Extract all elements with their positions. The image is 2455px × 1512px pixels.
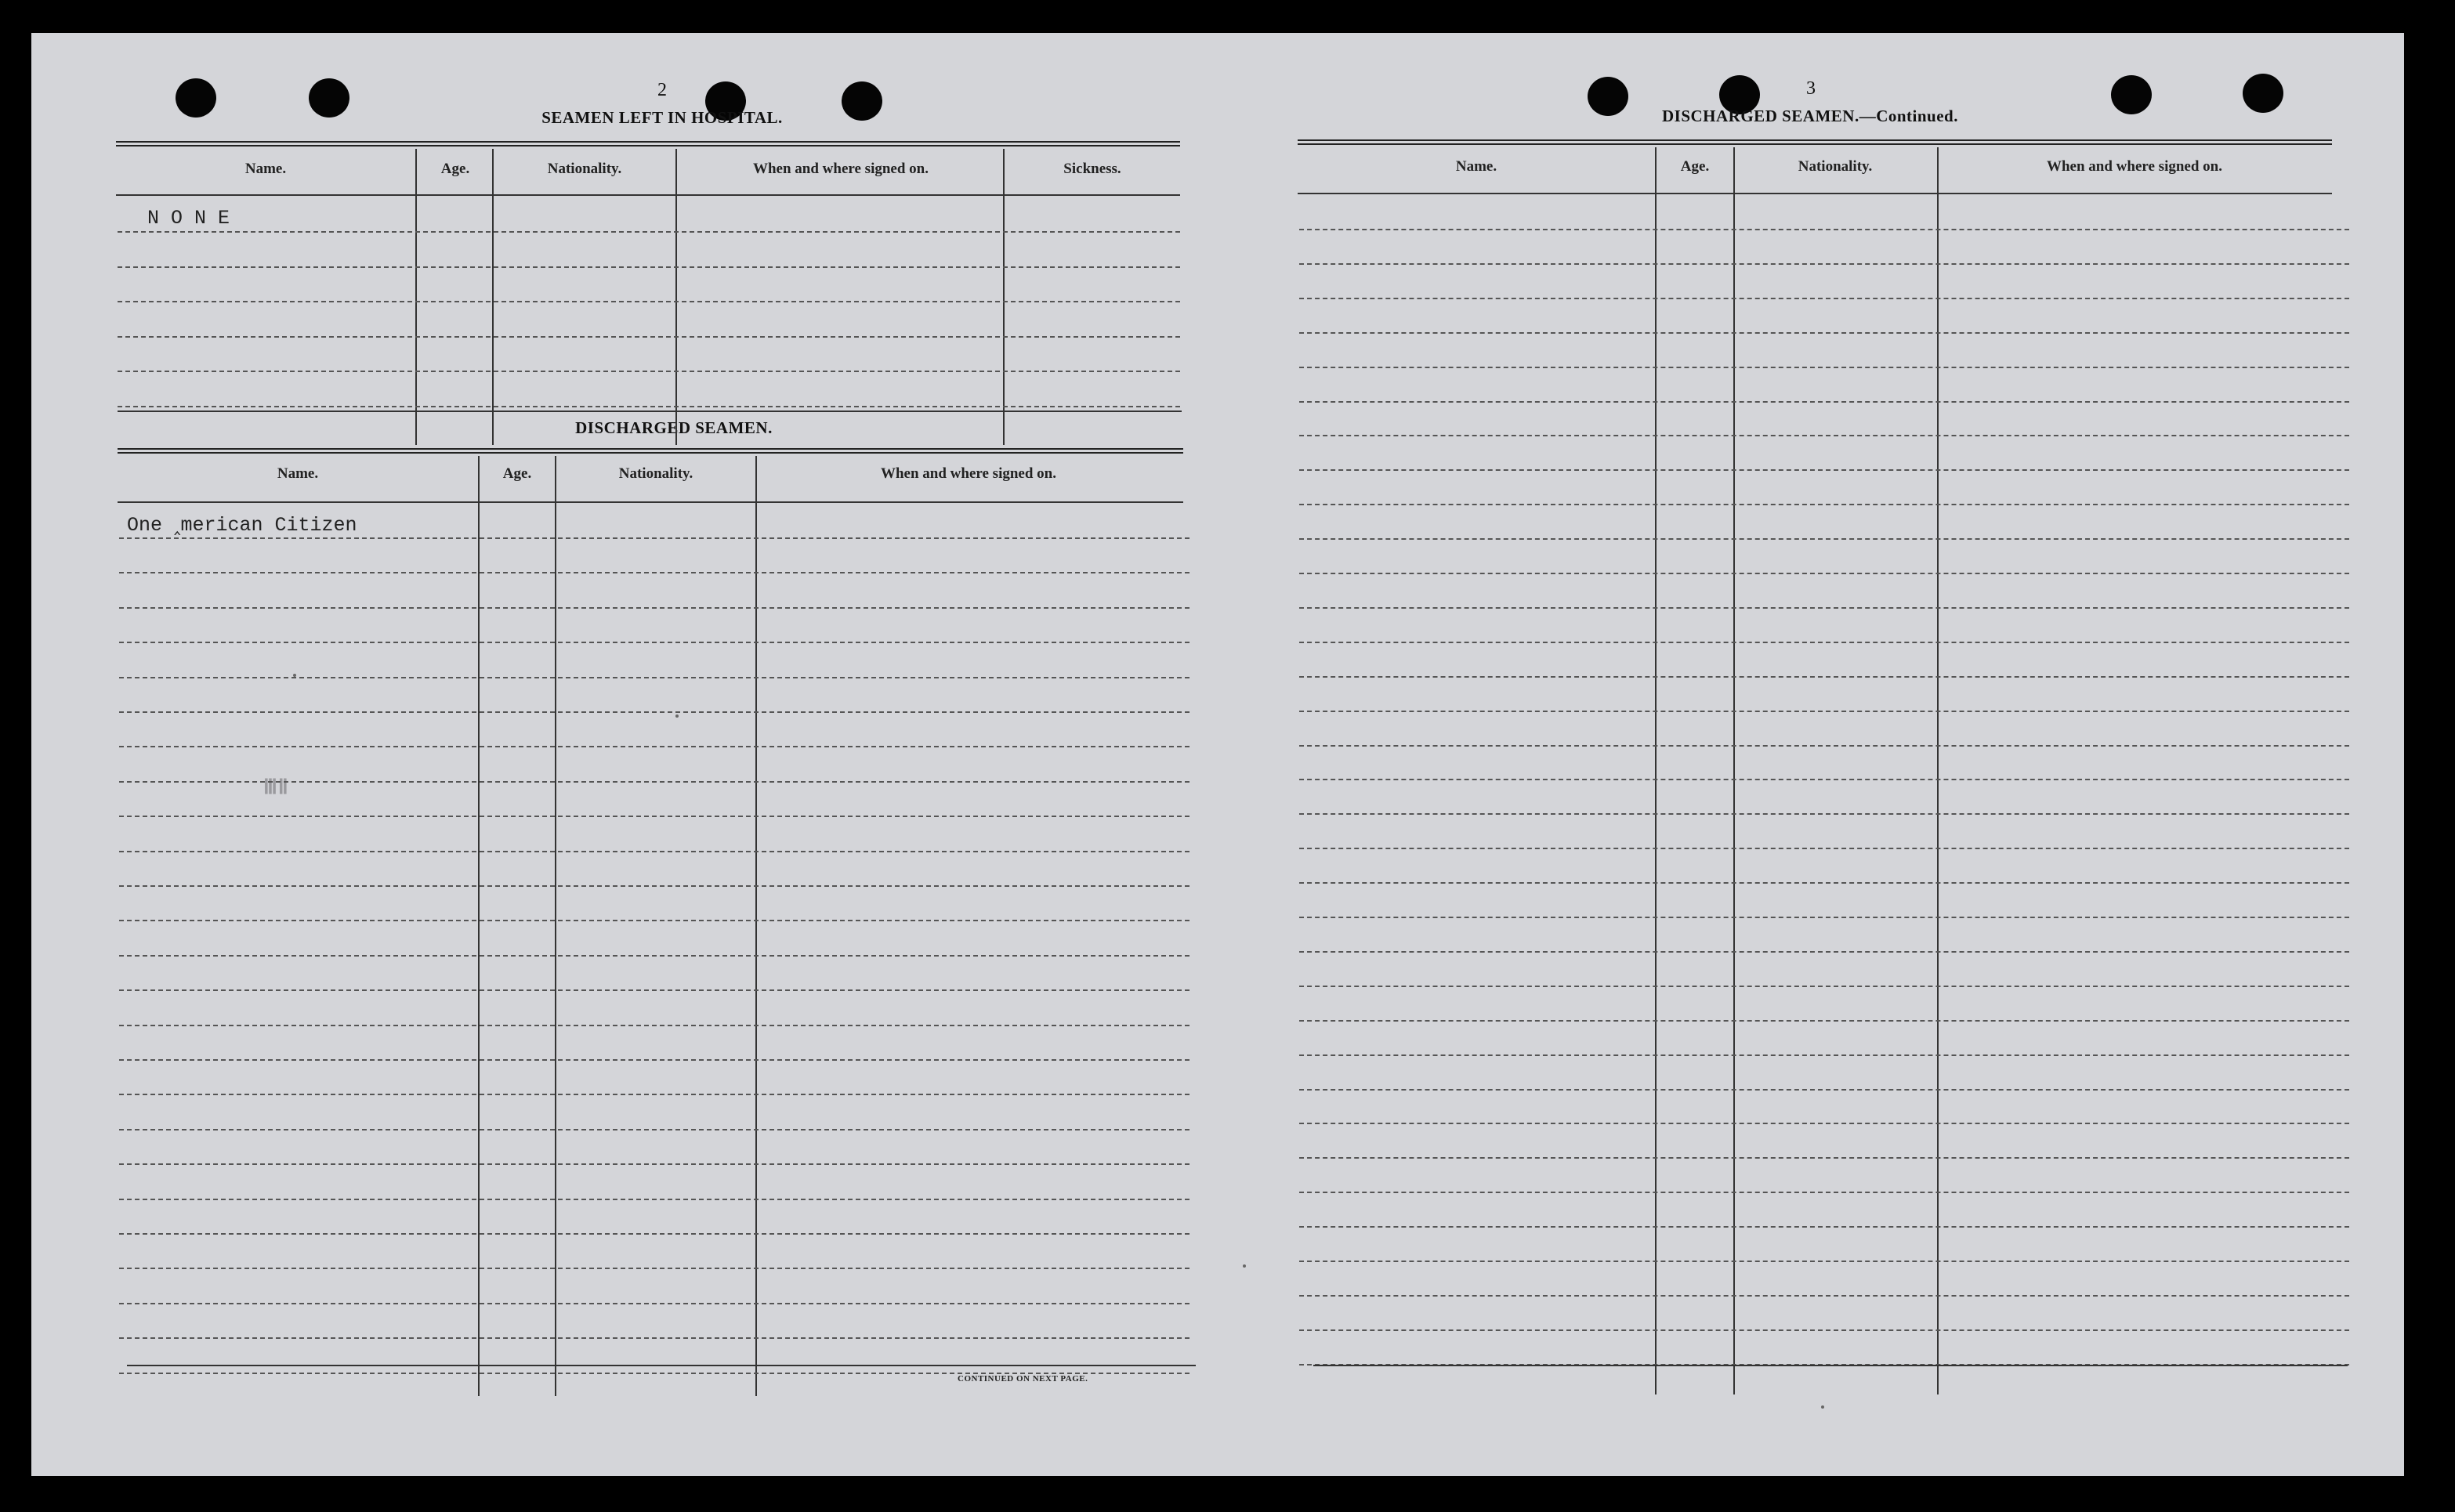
- ruled-row-line: [1299, 469, 2349, 471]
- ruled-row-line: [1299, 986, 2349, 987]
- title-rule: [1298, 139, 2332, 145]
- column-divider: [478, 456, 480, 1396]
- col-header-signed-on: When and where signed on.: [880, 465, 1056, 482]
- ruled-row-line: [119, 1303, 1189, 1304]
- ruled-row-line: [119, 1025, 1189, 1026]
- table-bottom-rule: [127, 1365, 1196, 1366]
- ruled-row-line: [1299, 951, 2349, 953]
- header-underline: [1298, 193, 2332, 194]
- ruled-row-line: [119, 851, 1189, 852]
- col-header-nationality: Nationality.: [618, 465, 693, 482]
- column-divider: [1655, 147, 1657, 1394]
- paper-speck: [1243, 1264, 1246, 1268]
- ruled-row-line: [119, 781, 1189, 783]
- ruled-row-line: [1299, 642, 2349, 643]
- punch-hole: [2243, 74, 2283, 113]
- faded-stamp: ⅢⅡ: [263, 776, 289, 800]
- ruled-row-line: [1299, 504, 2349, 505]
- col-header-sickness: Sickness.: [1063, 161, 1121, 177]
- paper-speck: [1821, 1405, 1824, 1409]
- ruled-row-line: [118, 406, 1180, 407]
- ruled-row-line: [118, 301, 1180, 302]
- punch-hole: [309, 78, 349, 118]
- ruled-row-line: [1299, 229, 2349, 230]
- col-header-age: Age.: [1680, 158, 1710, 175]
- ruled-row-line: [119, 642, 1189, 643]
- ruled-row-line: [1299, 848, 2349, 849]
- ruled-row-line: [119, 537, 1189, 539]
- ruled-row-line: [1299, 917, 2349, 918]
- col-header-name: Name.: [1455, 158, 1497, 175]
- ruled-row-line: [1299, 435, 2349, 436]
- paper-speck: [675, 714, 679, 718]
- ruled-row-line: [1299, 711, 2349, 712]
- section-title-discharged: DISCHARGED SEAMEN.: [575, 418, 773, 437]
- column-divider: [1937, 147, 1939, 1394]
- ruled-row-line: [118, 231, 1180, 233]
- ruled-row-line: [1299, 1295, 2349, 1297]
- ruled-row-line: [118, 336, 1180, 338]
- ruled-row-line: [1299, 1226, 2349, 1228]
- ruled-row-line: [119, 711, 1189, 713]
- column-divider: [1733, 147, 1735, 1394]
- column-divider: [415, 149, 417, 445]
- ruled-row-line: [1299, 779, 2349, 780]
- ruled-row-line: [1299, 332, 2349, 334]
- ruled-row-line: [119, 1129, 1189, 1130]
- ruled-row-line: [1299, 1157, 2349, 1159]
- header-underline: [118, 501, 1183, 503]
- column-divider: [492, 149, 494, 445]
- col-header-nationality: Nationality.: [547, 161, 622, 177]
- ruled-row-line: [1299, 538, 2349, 540]
- title-rule: [116, 141, 1180, 146]
- ruled-row-line: [118, 371, 1180, 372]
- ruled-row-line: [119, 607, 1189, 609]
- ruled-row-line: [119, 1094, 1189, 1095]
- ruled-row-line: [1299, 1054, 2349, 1056]
- ruled-row-line: [1299, 573, 2349, 574]
- ruled-row-line: [1299, 1192, 2349, 1193]
- col-header-age: Age.: [502, 465, 532, 482]
- ruled-row-line: [119, 1373, 1189, 1374]
- col-header-signed-on: When and where signed on.: [2046, 158, 2222, 175]
- column-divider: [555, 456, 556, 1396]
- ruled-row-line: [1299, 1020, 2349, 1022]
- section-rule: [118, 448, 1183, 454]
- ruled-row-line: [119, 572, 1189, 573]
- ruled-row-line: [1299, 1123, 2349, 1124]
- page-number-left: 2: [657, 80, 667, 100]
- page-number-right: 3: [1806, 78, 1816, 99]
- ruled-row-line: [1299, 676, 2349, 678]
- ruled-row-line: [1299, 1329, 2349, 1331]
- ruled-row-line: [1299, 263, 2349, 265]
- typed-entry-discharged: One ‸merican Citizen: [127, 514, 357, 537]
- ruled-row-line: [1299, 298, 2349, 299]
- ruled-row-line: [119, 1337, 1189, 1339]
- ruled-row-line: [1299, 401, 2349, 403]
- col-header-name: Name.: [277, 465, 319, 482]
- page-title-left: SEAMEN LEFT IN HOSPITAL.: [541, 108, 783, 127]
- col-header-signed-on: When and where signed on.: [752, 161, 929, 177]
- ruled-row-line: [119, 746, 1189, 747]
- table-bottom-rule: [1313, 1365, 2348, 1366]
- ruled-row-line: [119, 1199, 1189, 1200]
- header-underline: [116, 194, 1180, 196]
- ruled-row-line: [119, 885, 1189, 887]
- ruled-row-line: [1299, 1089, 2349, 1091]
- column-divider: [755, 456, 757, 1396]
- ruled-row-line: [1299, 1261, 2349, 1262]
- ruled-row-line: [1299, 745, 2349, 747]
- ruled-row-line: [119, 677, 1189, 678]
- column-divider: [1003, 149, 1005, 445]
- table-bottom-rule: [118, 411, 1182, 412]
- ruled-row-line: [118, 266, 1180, 268]
- continued-footer: CONTINUED ON NEXT PAGE.: [958, 1374, 1088, 1384]
- ruled-row-line: [119, 1233, 1189, 1235]
- ruled-row-line: [1299, 882, 2349, 884]
- ruled-row-line: [119, 816, 1189, 817]
- ruled-row-line: [119, 955, 1189, 957]
- col-header-nationality: Nationality.: [1798, 158, 1873, 175]
- typed-entry-none: N O N E: [147, 207, 230, 230]
- ruled-row-line: [1299, 607, 2349, 609]
- ruled-row-line: [119, 989, 1189, 991]
- punch-hole: [176, 78, 216, 118]
- ruled-row-line: [1299, 813, 2349, 815]
- ruled-row-line: [119, 1268, 1189, 1269]
- column-divider: [675, 149, 677, 445]
- ruled-row-line: [119, 920, 1189, 921]
- ruled-row-line: [119, 1163, 1189, 1165]
- ruled-row-line: [1299, 367, 2349, 368]
- ruled-row-line: [119, 1059, 1189, 1061]
- page-title-right: DISCHARGED SEAMEN.—Continued.: [1662, 107, 1958, 125]
- document-sheet: [31, 33, 2404, 1476]
- col-header-age: Age.: [440, 161, 470, 177]
- col-header-name: Name.: [244, 161, 287, 177]
- punch-hole: [2111, 75, 2152, 114]
